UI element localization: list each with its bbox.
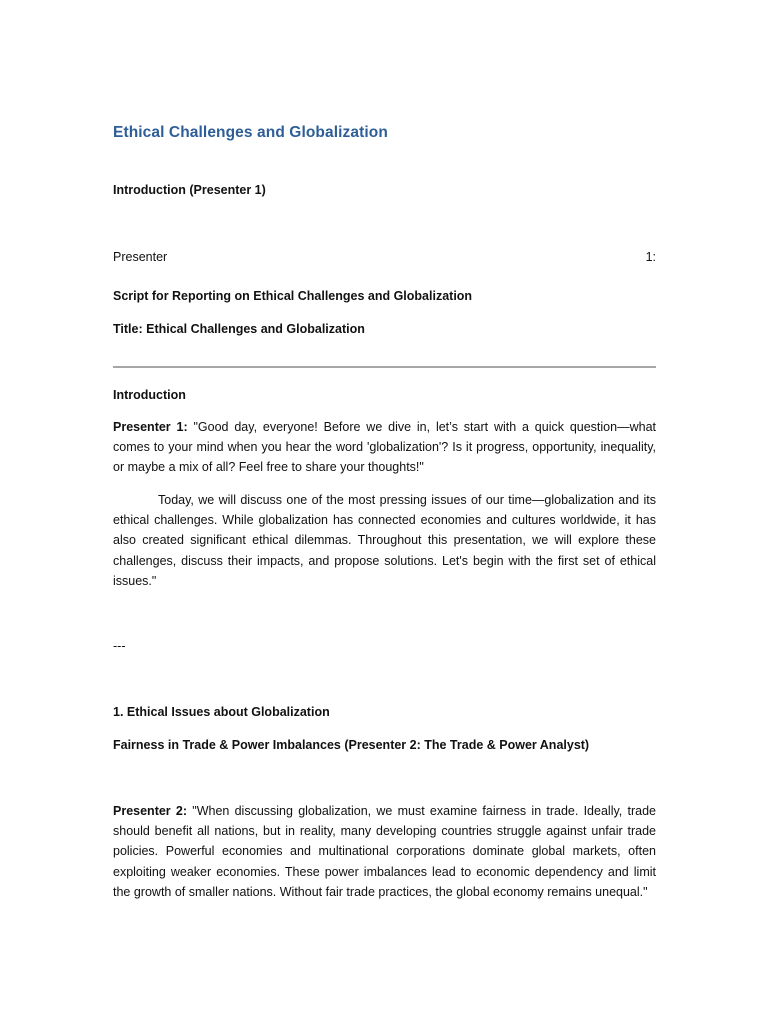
intro-presenter-heading: Introduction (Presenter 1) xyxy=(113,183,266,197)
presenter-label-left: Presenter xyxy=(113,250,168,264)
separator-text: --- xyxy=(113,639,126,653)
script-line: Script for Reporting on Ethical Challenges and Globalization xyxy=(113,289,473,303)
presenter1-speaker: Presenter 1: xyxy=(113,420,188,434)
section1-heading: 1. Ethical Issues about Globalization xyxy=(113,705,330,719)
presenter2-speaker: Presenter 2: xyxy=(113,804,188,818)
presenter2-paragraph xyxy=(113,801,656,902)
presenter2-text: "When discussing globalization, we must examine fairness in trade. Ideally, trade should benefit all nations, but in reality, many developing countries struggle against unfair trade policies. Powerful economies and multinational corporations dominate global markets, often exploiting weaker economies. These power imbalances lead to economic dependency and limit the growth of smaller nations. Without fair trade practices, the global economy remains unequal." xyxy=(113,804,656,899)
presenter-label-right: 1: xyxy=(645,250,656,264)
presenter1-text: "Good day, everyone! Before we dive in, let’s start with a quick question—what comes to your mind when you hear the word 'globalization'? Is it progress, opportunity, inequality, or maybe a mix of all? Feel free to share your thoughts!" xyxy=(113,420,656,475)
presenter-label-row xyxy=(113,250,656,264)
section1-subheading: Fairness in Trade & Power Imbalances (Presenter 2: The Trade & Power Analyst) xyxy=(113,738,590,752)
title-line: Title: Ethical Challenges and Globalization xyxy=(113,322,365,336)
document-title: Ethical Challenges and Globalization xyxy=(113,124,388,141)
horizontal-divider xyxy=(113,366,656,368)
presenter1-paragraph xyxy=(113,417,656,478)
today-paragraph: Today, we will discuss one of the most pressing issues of our time—globalization and its ethical challenges. While globalization has connected economies and cultures worldwide, it has also created significant ethical dilemmas. Throughout this presentation, we will explore these challenges, discuss their impacts, and propose solutions. Let's begin with the first set of ethical issues." xyxy=(113,493,656,588)
introduction-heading: Introduction xyxy=(113,388,186,402)
